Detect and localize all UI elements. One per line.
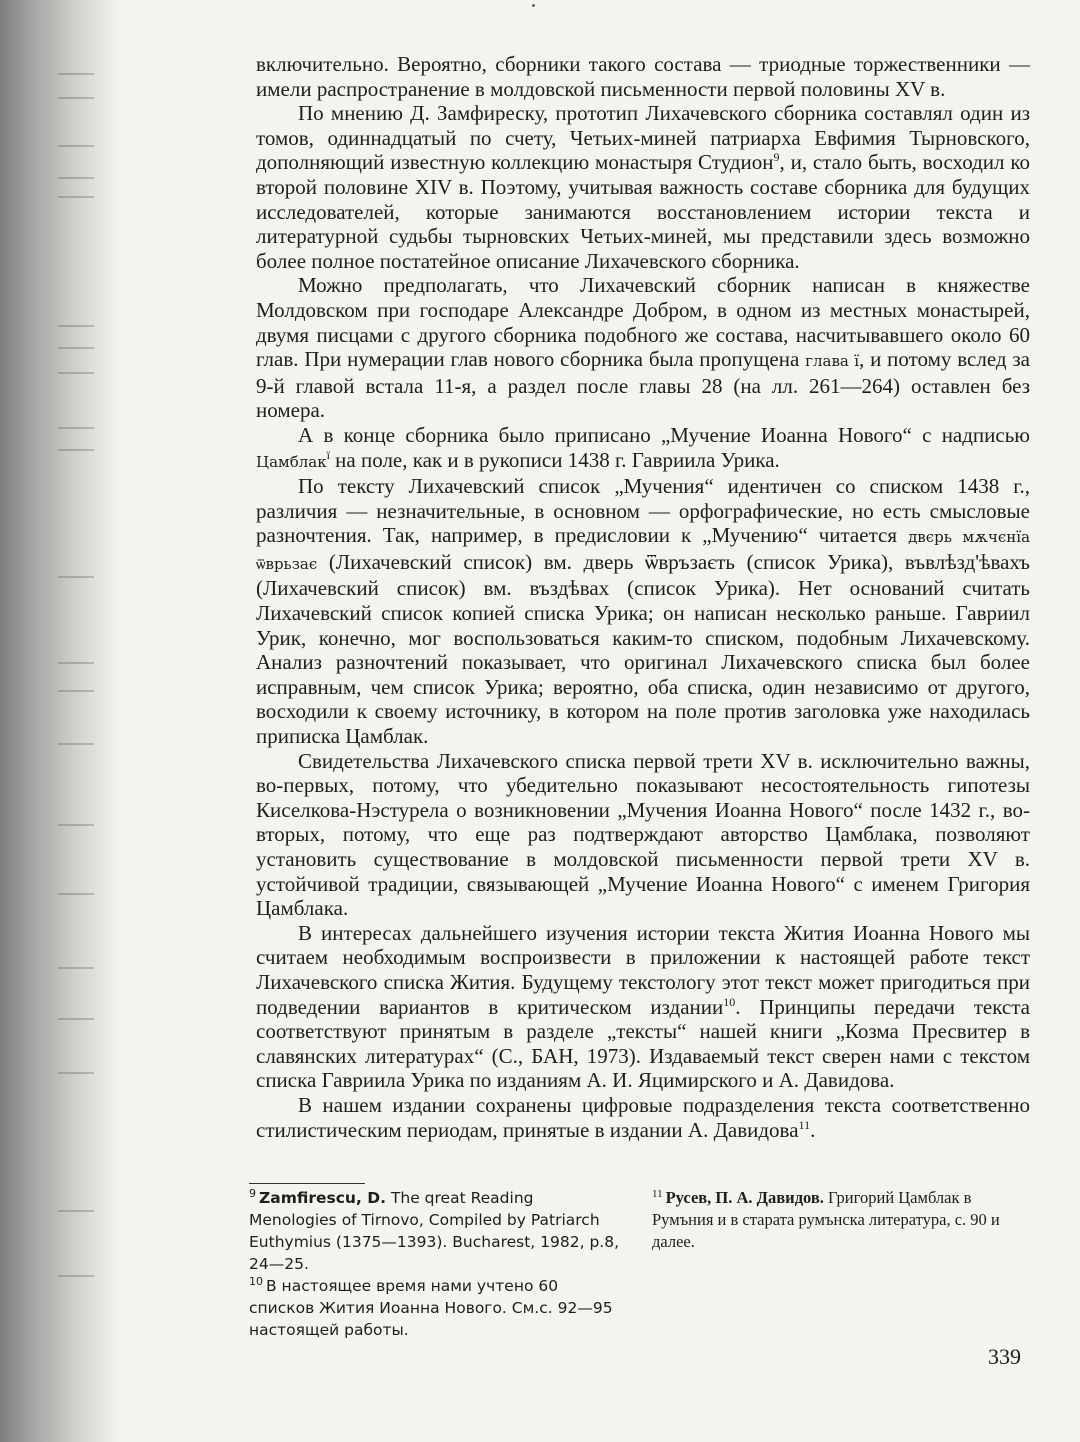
bleed-through-mark bbox=[58, 690, 94, 700]
bleed-through-mark bbox=[58, 1018, 94, 1028]
footnote-number: 11 bbox=[652, 1187, 663, 1200]
bleed-through-mark bbox=[58, 73, 94, 83]
footnote-number: 10 bbox=[249, 1274, 263, 1288]
footnote-11 bbox=[652, 1187, 1032, 1253]
paragraph-4: А в конце сборника было приписано „Мучение Иоанна Нового“ с надписью Цамблак$^ї$ на поле, как и в рукописи 1438 г. Гавриила Урика. bbox=[256, 422, 1030, 472]
footnote-9 bbox=[249, 1187, 625, 1275]
paragraph-7: В интересах дальнейшего изучения истории текста Жития Иоанна Нового мы считаем необходимым воспроизвести в приложении к настоящей работе текст Лихачевского списка Жития. Будущему текстологу этот текст может пригодиться при подведении вариантов в критическом издании$^{10}$. Принципы передачи текста соответствуют принятым в разделе „тексты“ нашей книги „Козма Пресвитер в славянских литературах“ (С., БАН, 1973). Издаваемый текст сверен нами с текстом списка Гавриила Урика по изданиям А. И. Яцимирского и А. Давидова. bbox=[256, 920, 1030, 1093]
paragraph-5: По тексту Лихачевский список „Мучения“ идентичен со списком 1438 г., различия — незначительные, в основном — орфографические, но есть смысловые разночтения. Так, например, в предисловии к „Мучению“ читается двєрь мѫчєнїа ѿврьзає (Лихачевский список) вм. дверь ѿвръзаєть (список Урика), въвлѣзд'ѣвахъ (Лихачевский список) вм. въздѣвах (список Урика). Нет оснований считать Лихачевский список копией списка Урика; он написан несколько раньше. Гавриил Урик, конечно, мог воспользоваться каким-то списком, подобным Лихачевскому. Анализ разночтений показывает, что оригинал Лихачевского списка был более исправным, чем список Урика; вероятно, оба списка, один независимо от другого, восходили к своему источнику, в котором на поле против заголовка уже находилась приписка Цамблак. bbox=[256, 474, 1031, 749]
footnote-author: Zamfirescu, D. bbox=[259, 1189, 386, 1207]
page-number: 339 bbox=[988, 1344, 1021, 1369]
footnotes-left-column bbox=[249, 1187, 625, 1341]
paragraph-2: По мнению Д. Замфиреску, прототип Лихачевского сборника составлял один из томов, одиннадцатый по счету, Четьих-миней патриарха Евфимия Тырновского, дополняющий известную коллекцию монастыря Студион$^9$, и, стало быть, восходил ко второй половине XIV в. Поэтому, учитывая важность составе сборника для будущих исследователей, которые занимаются восстановлением истории текста и литературной судьбы тырновских Четьих-миней, мы представили здесь возможно более полное постатейное описание Лихачевского сборника. bbox=[256, 101, 1030, 273]
church-slavonic-word: глава ї bbox=[805, 352, 859, 371]
footnotes-right-column bbox=[652, 1187, 1032, 1253]
bleed-through-mark bbox=[58, 427, 94, 437]
footnote-ref-10[interactable]: 10 bbox=[723, 994, 736, 1009]
church-slavonic-word: двєрь мѫчєнїа ѿврьзає bbox=[256, 528, 1031, 573]
bleed-through-mark bbox=[58, 1072, 94, 1082]
footnote-author: Русев, П. А. Давидов. bbox=[665, 1188, 824, 1207]
footnote-ref-11[interactable]: 11 bbox=[798, 1117, 811, 1132]
paragraph-3: Можно предполагать, что Лихачевский сборник написан в княжестве Молдовском при господаре Александре Добром, в одном из местных монастырей, двумя писцами с другого сборника подобного же состава, насчитывавшего около 60 глав. При нумерации глав нового сборника была пропущена глава ї, и потому вслед за 9-й главой встала 11-я, а раздел после главы 28 (на лл. 261—264) оставлен без номера. bbox=[256, 273, 1031, 423]
footnote-text: В настоящее время нами учтено 60 списков Жития Иоанна Нового. См.с. 92—95 настоящей работы. bbox=[249, 1277, 613, 1339]
bleed-through-mark bbox=[58, 1275, 94, 1285]
bleed-through-mark bbox=[58, 97, 94, 107]
footnote-10 bbox=[249, 1275, 625, 1341]
bleed-through-mark bbox=[58, 145, 94, 155]
bleed-through-mark bbox=[58, 576, 94, 586]
bleed-through-mark bbox=[58, 1210, 94, 1220]
page-gutter-shadow bbox=[0, 0, 120, 1442]
bleed-through-mark bbox=[58, 347, 94, 357]
marginal-note-ref: ї bbox=[326, 447, 330, 462]
bleed-through-mark bbox=[58, 449, 94, 459]
footnote-separator bbox=[249, 1183, 365, 1184]
bleed-through-mark bbox=[58, 893, 94, 903]
footnote-ref-9[interactable]: 9 bbox=[773, 150, 780, 165]
paragraph-6: Свидетельства Лихачевского списка первой трети XV в. исключительно важны, во-первых, потому, что убедительно показывают несостоятельность гипотезы Киселкова-Нэстурела о возникновении „Мучения Иоанна Нового“ после 1432 г., во-вторых, потому, что еще раз подтверждают авторство Цамблака, позволяют установить существование в молдовской письменности первой трети XV в. устойчивой традиции, связывающей „Мучение Иоанна Нового“ с именем Григория Цамблака. bbox=[256, 748, 1030, 921]
bleed-through-mark bbox=[58, 662, 94, 672]
paragraph-1: включительно. Вероятно, сборники такого состава — триодные торжественники — имели распространение в молдовской письменности первой половины XV в. bbox=[256, 52, 1030, 101]
bleed-through-mark bbox=[58, 824, 94, 834]
footnote-number: 9 bbox=[249, 1186, 256, 1200]
footnote-text: The qreat Reading Menologies of Tirnovo, Compiled by Patriarch Euthymius (1375—1393). Bucharest, 1982, p.8, 24—25. bbox=[249, 1189, 619, 1273]
bleed-through-mark bbox=[58, 743, 94, 753]
main-text bbox=[256, 52, 1030, 1142]
bleed-through-mark bbox=[58, 196, 94, 206]
church-slavonic-word: Цамблак bbox=[256, 452, 327, 471]
print-speck bbox=[532, 4, 535, 7]
bleed-through-mark bbox=[58, 372, 94, 382]
bleed-through-mark bbox=[58, 967, 94, 977]
paragraph-8: В нашем издании сохранены цифровые подразделения текста соответственно стилистическим периодам, принятые в издании А. Давидова$^{11}$. bbox=[256, 1092, 1030, 1142]
footnote-text: Григорий Цамблак в Румъния и в старата румънска литература, с. 90 и далее. bbox=[652, 1188, 1000, 1251]
bleed-through-mark bbox=[58, 325, 94, 335]
bleed-through-mark bbox=[58, 177, 94, 187]
